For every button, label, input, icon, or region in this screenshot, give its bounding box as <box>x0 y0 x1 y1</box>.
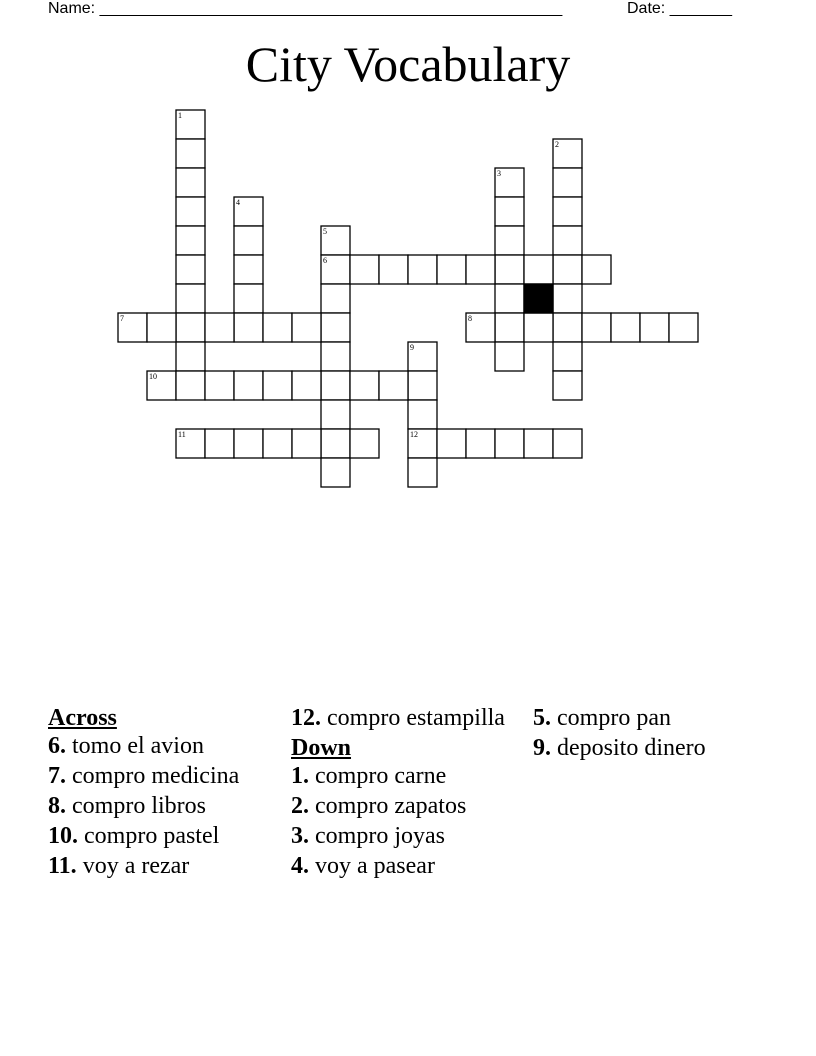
grid-cell[interactable] <box>321 284 350 313</box>
clue-number-4: 4 <box>236 198 240 207</box>
clue-across-8: 8. compro libros <box>48 793 206 819</box>
grid-cell[interactable] <box>611 313 640 342</box>
clue-across-6: 6. tomo el avion <box>48 733 204 759</box>
clue-number-9: 9 <box>410 343 414 352</box>
grid-cell[interactable] <box>321 371 350 400</box>
crossword-grid <box>0 0 816 500</box>
grid-cell[interactable] <box>147 313 176 342</box>
clue-column-1 <box>48 704 273 882</box>
grid-cell[interactable] <box>176 255 205 284</box>
grid-cell[interactable] <box>582 255 611 284</box>
grid-cell[interactable] <box>408 400 437 429</box>
grid-cell[interactable] <box>176 284 205 313</box>
clue-across-12: 12. compro estampilla <box>291 705 505 731</box>
grid-cell[interactable] <box>176 168 205 197</box>
grid-cell[interactable] <box>495 284 524 313</box>
grid-cell[interactable] <box>408 458 437 487</box>
grid-cell[interactable] <box>437 255 466 284</box>
clue-across-11: 11. voy a rezar <box>48 853 190 879</box>
grid-cell[interactable] <box>234 313 263 342</box>
clue-list <box>48 704 778 1004</box>
grid-cell[interactable] <box>234 371 263 400</box>
clue-column-3 <box>533 704 758 764</box>
clue-down-1: 1. compro carne <box>291 763 447 789</box>
grid-cell[interactable] <box>582 313 611 342</box>
grid-cell[interactable] <box>495 226 524 255</box>
grid-cell[interactable] <box>263 371 292 400</box>
grid-cell[interactable] <box>553 226 582 255</box>
clue-number-7: 7 <box>120 314 124 323</box>
clue-number-2: 2 <box>555 140 559 149</box>
grid-cell[interactable] <box>176 313 205 342</box>
grid-cell[interactable] <box>176 197 205 226</box>
grid-cell[interactable] <box>495 429 524 458</box>
grid-cell[interactable] <box>292 371 321 400</box>
clue-number-6: 6 <box>323 256 327 265</box>
across-heading: Across <box>48 705 117 731</box>
grid-cell[interactable] <box>495 342 524 371</box>
grid-cell[interactable] <box>495 255 524 284</box>
grid-cell[interactable] <box>176 226 205 255</box>
clue-column-2 <box>291 704 516 882</box>
grid-cell[interactable] <box>234 284 263 313</box>
grid-cell[interactable] <box>205 429 234 458</box>
grid-cell[interactable] <box>553 168 582 197</box>
grid-cell[interactable] <box>321 429 350 458</box>
grid-cell[interactable] <box>350 371 379 400</box>
grid-cell[interactable] <box>524 429 553 458</box>
grid-cell[interactable] <box>379 255 408 284</box>
grid-cell[interactable] <box>234 429 263 458</box>
grid-cell[interactable] <box>553 313 582 342</box>
clue-number-5: 5 <box>323 227 327 236</box>
grid-cell[interactable] <box>205 371 234 400</box>
grid-cell[interactable] <box>553 342 582 371</box>
grid-cell[interactable] <box>176 371 205 400</box>
grid-cell[interactable] <box>553 371 582 400</box>
clue-down-5: 5. compro pan <box>533 705 671 731</box>
grid-cell[interactable] <box>408 255 437 284</box>
grid-cell[interactable] <box>234 226 263 255</box>
grid-cell[interactable] <box>553 284 582 313</box>
grid-cell[interactable] <box>669 313 698 342</box>
clue-across-10: 10. compro pastel <box>48 823 220 849</box>
grid-cell[interactable] <box>321 458 350 487</box>
grid-cell[interactable] <box>408 371 437 400</box>
clue-across-7: 7. compro medicina <box>48 763 240 789</box>
clue-number-12: 12 <box>410 430 418 439</box>
grid-cell[interactable] <box>292 429 321 458</box>
clue-down-2: 2. compro zapatos <box>291 793 467 819</box>
grid-cell[interactable] <box>495 197 524 226</box>
grid-cell[interactable] <box>350 429 379 458</box>
grid-cell[interactable] <box>321 313 350 342</box>
name-field-label: Name: ____________________________________________________ <box>48 0 563 17</box>
grid-cell[interactable] <box>234 255 263 284</box>
page-title: City Vocabulary <box>245 36 571 92</box>
clue-down-3: 3. compro joyas <box>291 823 445 849</box>
clue-number-10: 10 <box>149 372 157 381</box>
clue-number-11: 11 <box>178 430 186 439</box>
clue-number-1: 1 <box>178 111 182 120</box>
grid-cell[interactable] <box>437 429 466 458</box>
grid-cell[interactable] <box>495 313 524 342</box>
down-heading: Down <box>291 735 352 761</box>
grid-cell[interactable] <box>466 429 495 458</box>
grid-cell[interactable] <box>205 313 234 342</box>
grid-cell[interactable] <box>553 197 582 226</box>
grid-cell[interactable] <box>379 371 408 400</box>
clue-number-8: 8 <box>468 314 472 323</box>
clue-down-9: 9. deposito dinero <box>533 735 706 761</box>
grid-cell[interactable] <box>176 139 205 168</box>
grid-cell[interactable] <box>553 429 582 458</box>
grid-cell[interactable] <box>350 255 379 284</box>
grid-cell[interactable] <box>263 429 292 458</box>
grid-cell[interactable] <box>466 255 495 284</box>
grid-cell[interactable] <box>640 313 669 342</box>
grid-cell[interactable] <box>524 313 553 342</box>
grid-cell[interactable] <box>321 342 350 371</box>
clue-number-3: 3 <box>497 169 501 178</box>
clue-down-4: 4. voy a pasear <box>291 853 435 879</box>
grid-cell[interactable] <box>263 313 292 342</box>
grid-cell[interactable] <box>524 255 553 284</box>
grid-cell[interactable] <box>321 400 350 429</box>
grid-cell[interactable] <box>176 342 205 371</box>
grid-cell[interactable] <box>553 255 582 284</box>
date-field-label: Date: _______ <box>627 0 732 17</box>
grid-cell[interactable] <box>292 313 321 342</box>
black-cell <box>524 284 553 313</box>
